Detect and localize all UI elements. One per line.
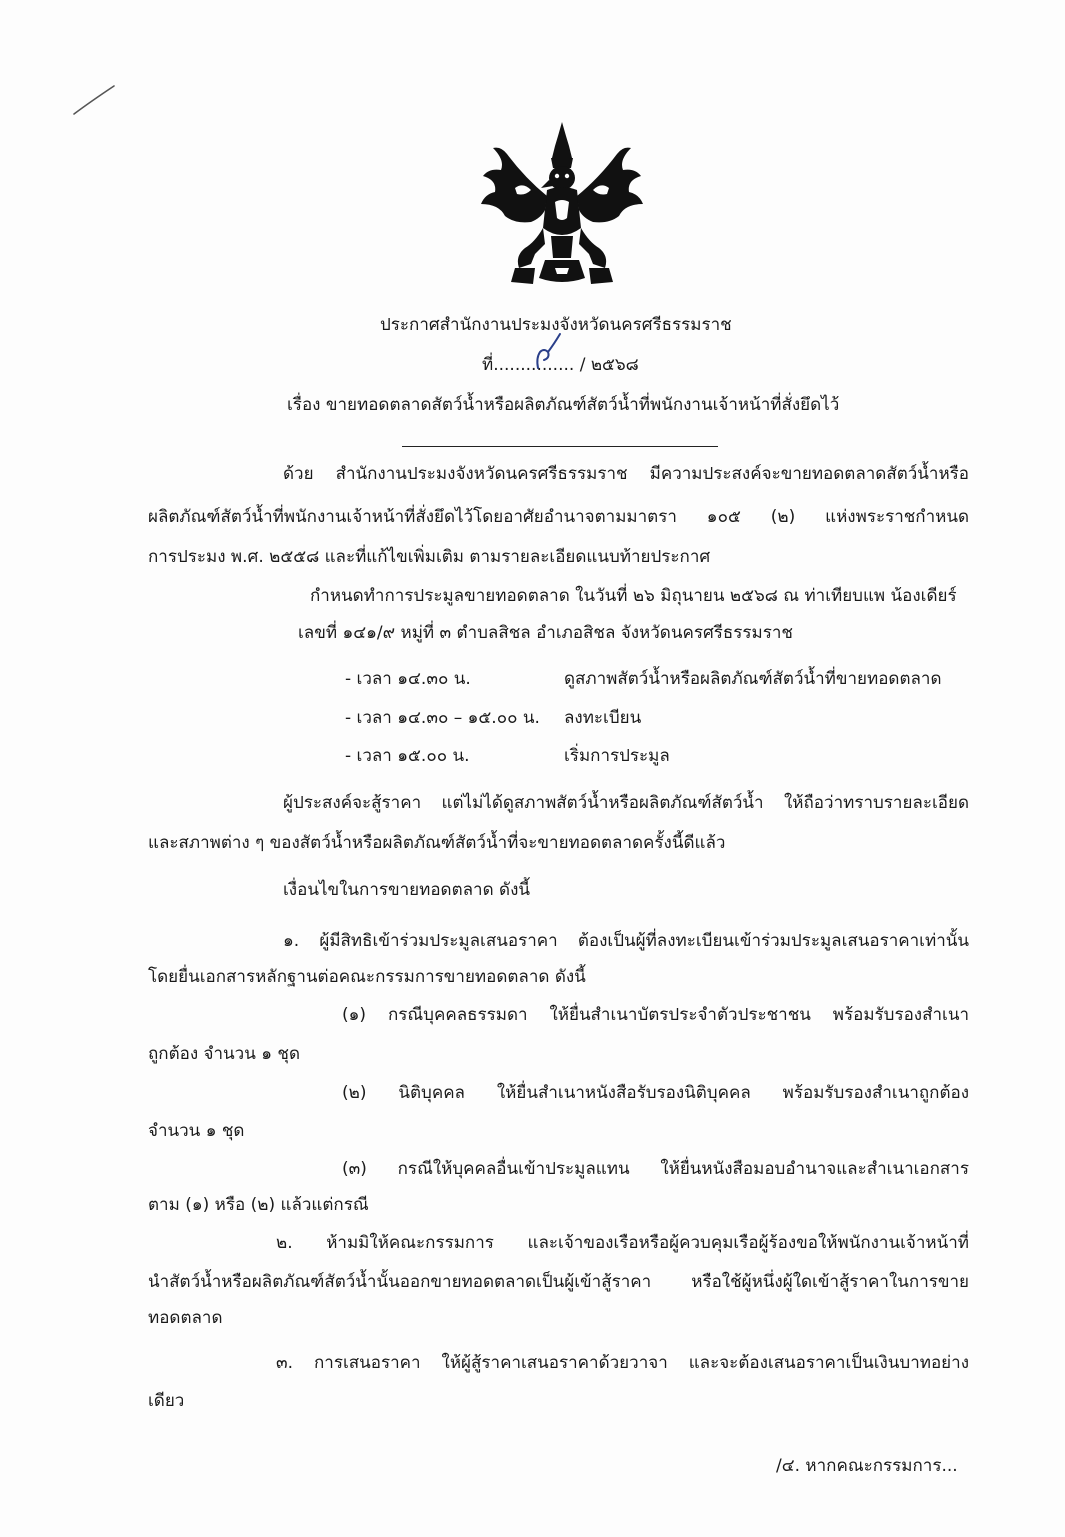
notice-line-1: ผู้ประสงค์จะสู้ราคา แต่ไม่ได้ดูสภาพสัตว์น้ำหรือผลิตภัณฑ์สัตว์น้ำ ให้ถือว่าทราบรายละเอียด xyxy=(283,793,969,813)
clause1-sub2-line-2: จำนวน ๑ ชุด xyxy=(148,1121,245,1141)
notice-line-2: และสภาพต่าง ๆ ของสัตว์น้ำหรือผลิตภัณฑ์สัตว์น้ำที่จะขายทอดตลาดครั้งนี้ดีแล้ว xyxy=(148,833,726,853)
garuda-emblem xyxy=(475,118,650,290)
clause1-sub1-line-1: (๑) กรณีบุคคลธรรมดา ให้ยื่นสำเนาบัตรประจำตัวประชาชน พร้อมรับรองสำเนา xyxy=(342,1005,969,1025)
intro-line-3: การประมง พ.ศ. ๒๕๕๘ และที่แก้ไขเพิ่มเติม ตามรายละเอียดแนบท้ายประกาศ xyxy=(148,547,711,567)
clause1-sub2-line-1: (๒) นิติบุคคล ให้ยื่นสำเนาหนังสือรับรองนิติบุคคล พร้อมรับรองสำเนาถูกต้อง xyxy=(342,1083,969,1103)
clause2-line-1: ๒. ห้ามมิให้คณะกรรมการ และเจ้าของเรือหรือผู้ควบคุมเรือผู้ร้องขอให้พนักงานเจ้าหน้าที่ xyxy=(276,1233,969,1253)
clause1-line-2: โดยยื่นเอกสารหลักฐานต่อคณะกรรมการขายทอดตลาด ดังนี้ xyxy=(148,967,586,987)
header-divider xyxy=(402,446,718,447)
schedule-time-3: - เวลา ๑๕.๐๐ น. xyxy=(345,746,470,766)
conditions-heading: เงื่อนไขในการขายทอดตลาด ดังนี้ xyxy=(283,880,530,900)
clause1-line-1: ๑. ผู้มีสิทธิเข้าร่วมประมูลเสนอราคา ต้องเป็นผู้ที่ลงทะเบียนเข้าร่วมประมูลเสนอราคาเท่านั้น xyxy=(283,931,969,951)
number-year: / ๒๕๖๘ xyxy=(579,355,639,375)
announcement-subject: เรื่อง ขายทอดตลาดสัตว์น้ำหรือผลิตภัณฑ์สัตว์น้ำที่พนักงานเจ้าหน้าที่สั่งยึดไว้ xyxy=(287,395,840,415)
schedule-activity-2: ลงทะเบียน xyxy=(564,708,642,728)
number-dots: ............... xyxy=(493,355,575,375)
clause3-line-2: เดียว xyxy=(148,1391,185,1411)
clause2-line-3: ทอดตลาด xyxy=(148,1308,223,1328)
pen-stroke-mark xyxy=(70,80,120,120)
auction-line-2: เลขที่ ๑๔๑/๙ หมู่ที่ ๓ ตำบลสิชล อำเภอสิชล จังหวัดนครศรีธรรมราช xyxy=(298,623,793,643)
schedule-time-2: - เวลา ๑๔.๓๐ – ๑๕.๐๐ น. xyxy=(345,708,540,728)
schedule-activity-1: ดูสภาพสัตว์น้ำหรือผลิตภัณฑ์สัตว์น้ำที่ขายทอดตลาด xyxy=(564,669,942,689)
auction-line-1: กำหนดทำการประมูลขายทอดตลาด ในวันที่ ๒๖ มิถุนายน ๒๕๖๘ ณ ท่าเทียบแพ น้องเดียร์ xyxy=(310,586,957,606)
number-prefix: ที่ xyxy=(482,355,494,375)
clause1-sub3-line-2: ตาม (๑) หรือ (๒) แล้วแต่กรณี xyxy=(148,1195,369,1215)
clause3-line-1: ๓. การเสนอราคา ให้ผู้สู้ราคาเสนอราคาด้วยวาจา และจะต้องเสนอราคาเป็นเงินบาทอย่าง xyxy=(276,1353,969,1373)
schedule-time-1: - เวลา ๑๔.๓๐ น. xyxy=(345,669,471,689)
intro-line-2: ผลิตภัณฑ์สัตว์น้ำที่พนักงานเจ้าหน้าที่สั่งยึดไว้โดยอาศัยอำนาจตามมาตรา ๑๐๕ (๒) แห่งพระราชกำหนด xyxy=(148,507,969,527)
handwritten-number-mark xyxy=(526,330,566,376)
continuation-note: /๔. หากคณะกรรมการ... xyxy=(776,1456,958,1476)
intro-line-1: ด้วย สำนักงานประมงจังหวัดนครศรีธรรมราช มีความประสงค์จะขายทอดตลาดสัตว์น้ำหรือ xyxy=(283,464,969,484)
clause1-sub1-line-2: ถูกต้อง จำนวน ๑ ชุด xyxy=(148,1044,301,1064)
clause2-line-2: นำสัตว์น้ำหรือผลิตภัณฑ์สัตว์น้ำนั้นออกขายทอดตลาดเป็นผู้เข้าสู้ราคา หรือใช้ผู้หนึ่งผู้ใดเข้าสู้ราคาในการขาย xyxy=(148,1272,969,1292)
clause1-sub3-line-1: (๓) กรณีให้บุคคลอื่นเข้าประมูลแทน ให้ยื่นหนังสือมอบอำนาจและสำเนาเอกสาร xyxy=(342,1159,969,1179)
announcement-title: ประกาศสำนักงานประมงจังหวัดนครศรีธรรมราช xyxy=(380,315,732,335)
schedule-activity-3: เริ่มการประมูล xyxy=(564,746,670,766)
